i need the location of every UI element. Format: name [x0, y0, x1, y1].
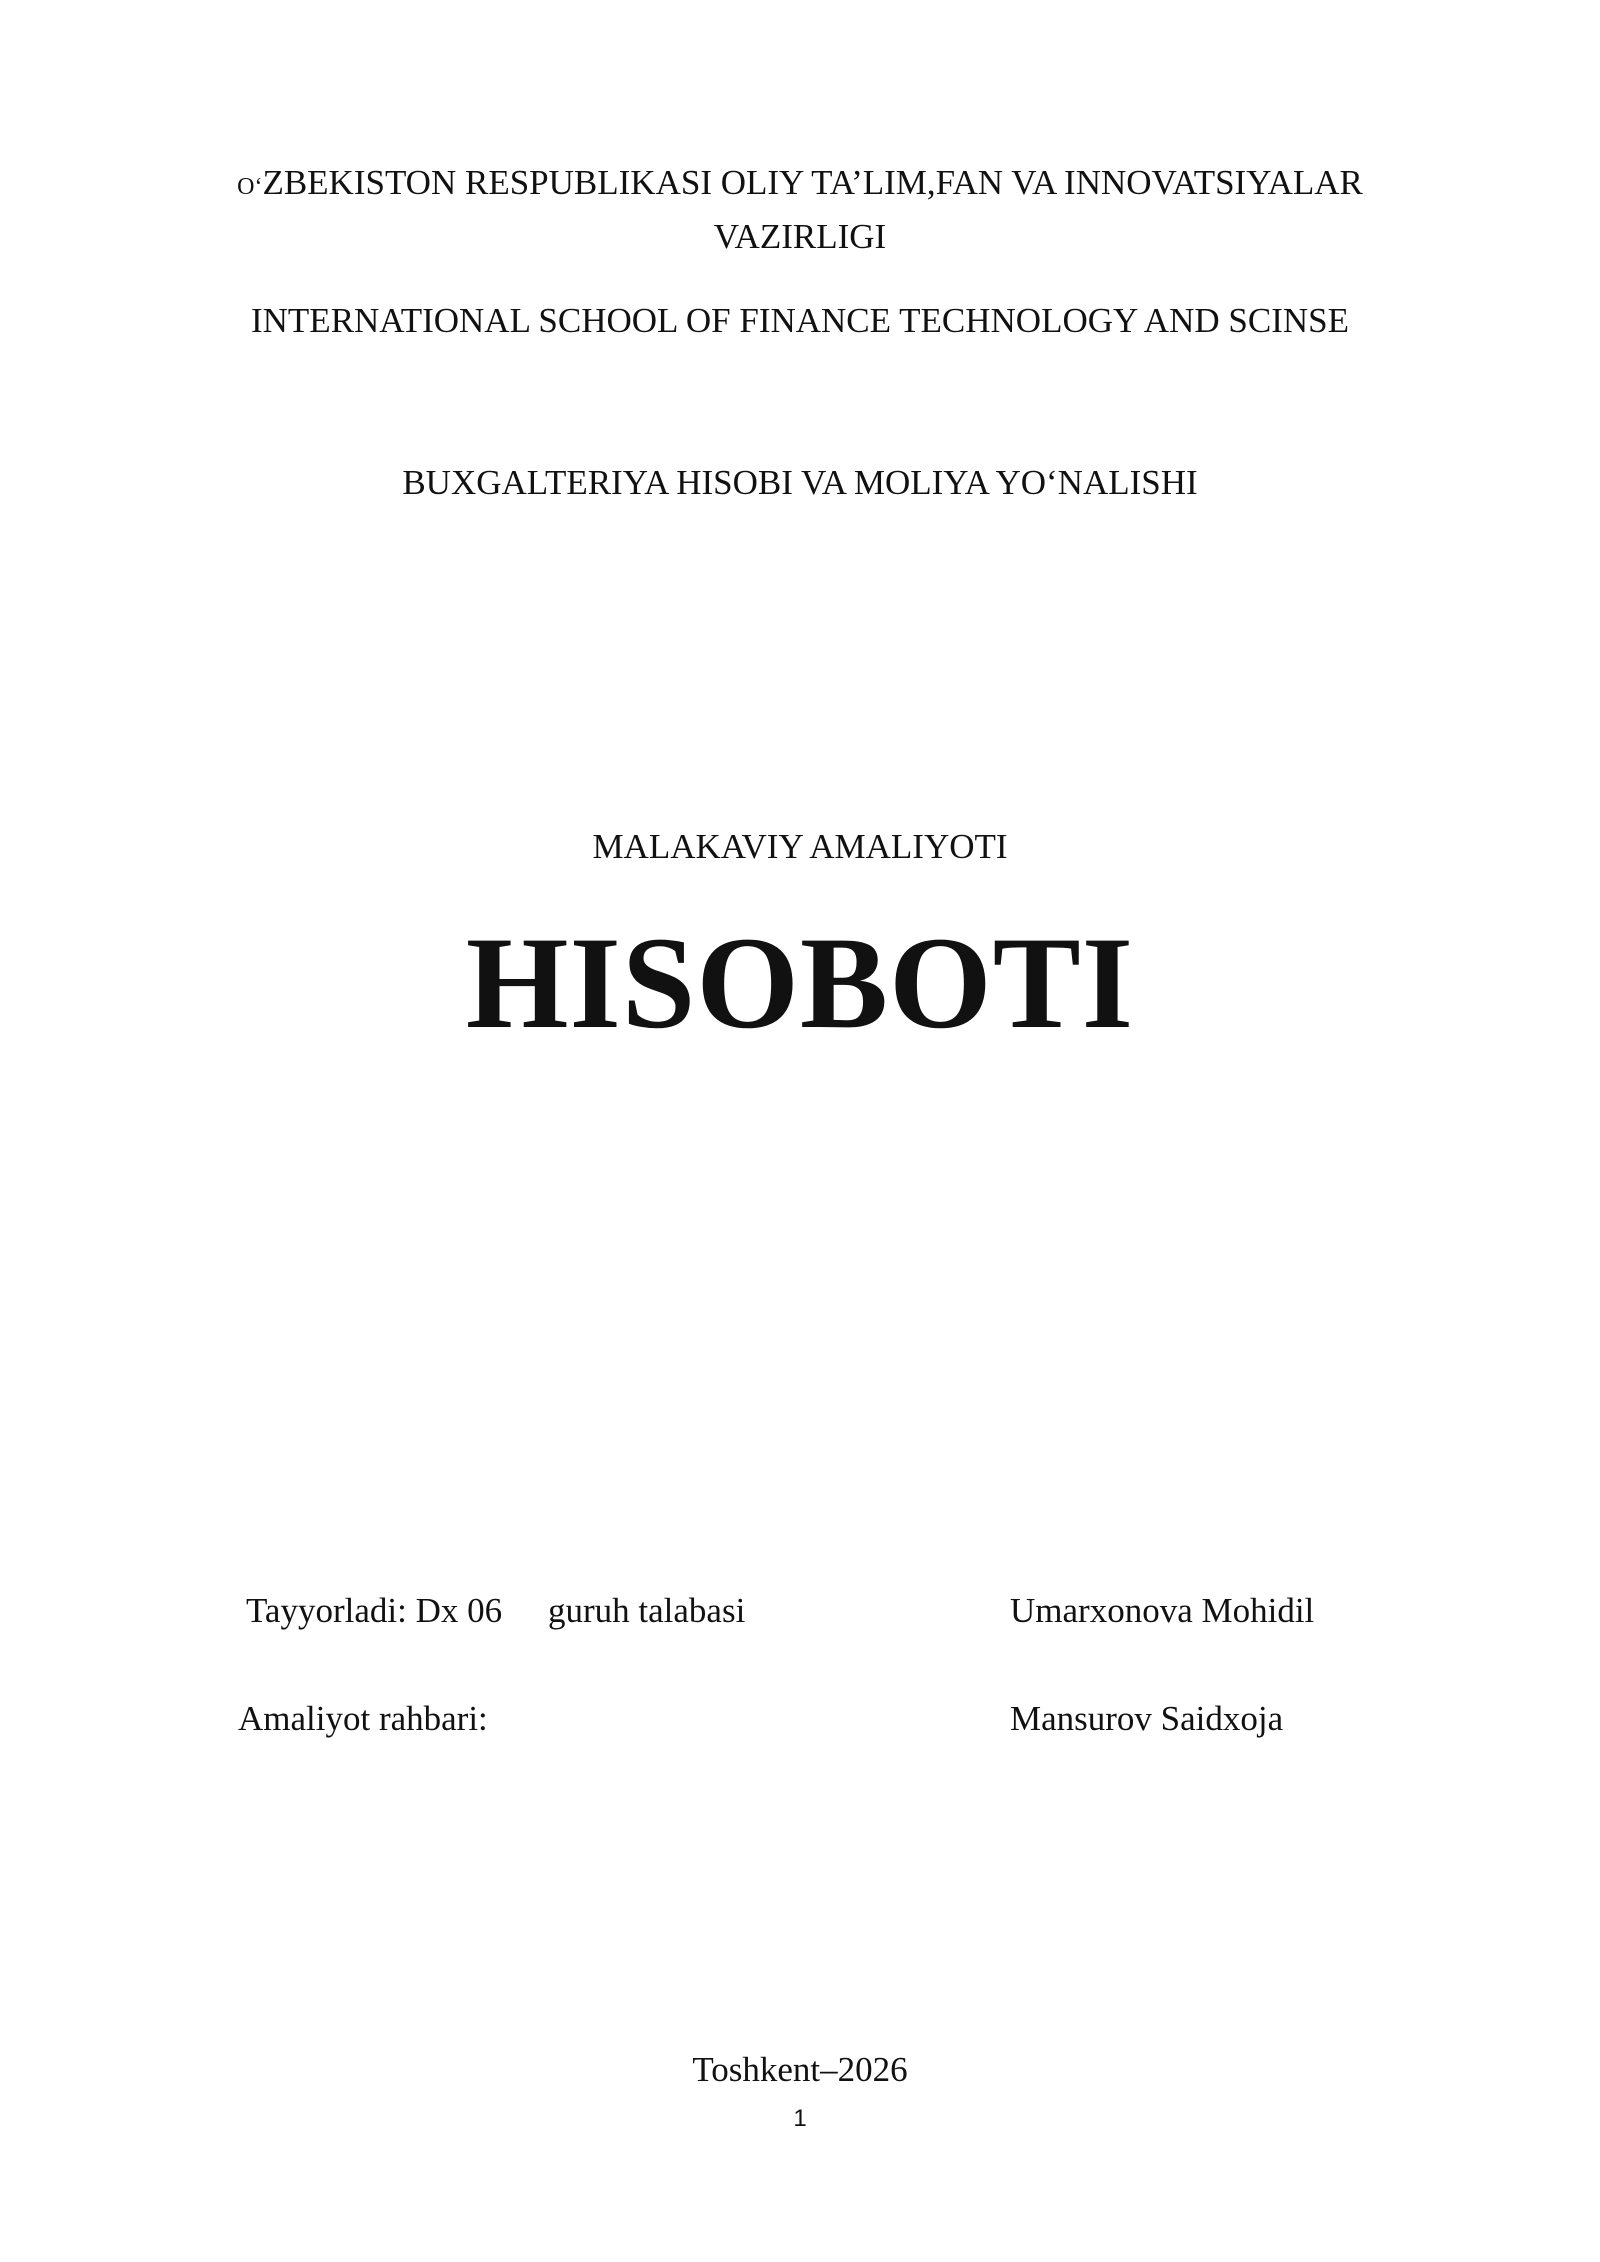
practice-subtitle: MALAKAVIY AMALIYOTI [592, 827, 1008, 866]
ministry-name [0, 158, 1600, 262]
ministry-line-1: ZBEKISTON RESPUBLIKASI OLIY TA’LIM,FAN VA INNOVATSIYALAR [262, 163, 1363, 202]
school-name: INTERNATIONAL SCHOOL OF FINANCE TECHNOLOGY AND SCINSE [251, 301, 1349, 340]
group-label: guruh talabasi [548, 1591, 746, 1630]
supervisor-name: Mansurov Saidxoja [1010, 1699, 1284, 1738]
prepared-by-label: Tayyorladi: Dx 06 [246, 1591, 503, 1630]
student-name: Umarxonova Mohidil [1010, 1591, 1315, 1630]
city-year: Toshkent–2026 [692, 2050, 908, 2089]
ministry-prefix: O‘ [237, 174, 263, 200]
page-number: 1 [793, 2105, 807, 2132]
ministry-line-2: VAZIRLIGI [713, 217, 887, 256]
supervisor-label: Amaliyot rahbari: [238, 1699, 488, 1738]
study-direction: BUXGALTERIYA HISOBI VA MOLIYA YO‘NALISHI [402, 463, 1198, 502]
report-title: HISOBOTI [465, 909, 1135, 1056]
